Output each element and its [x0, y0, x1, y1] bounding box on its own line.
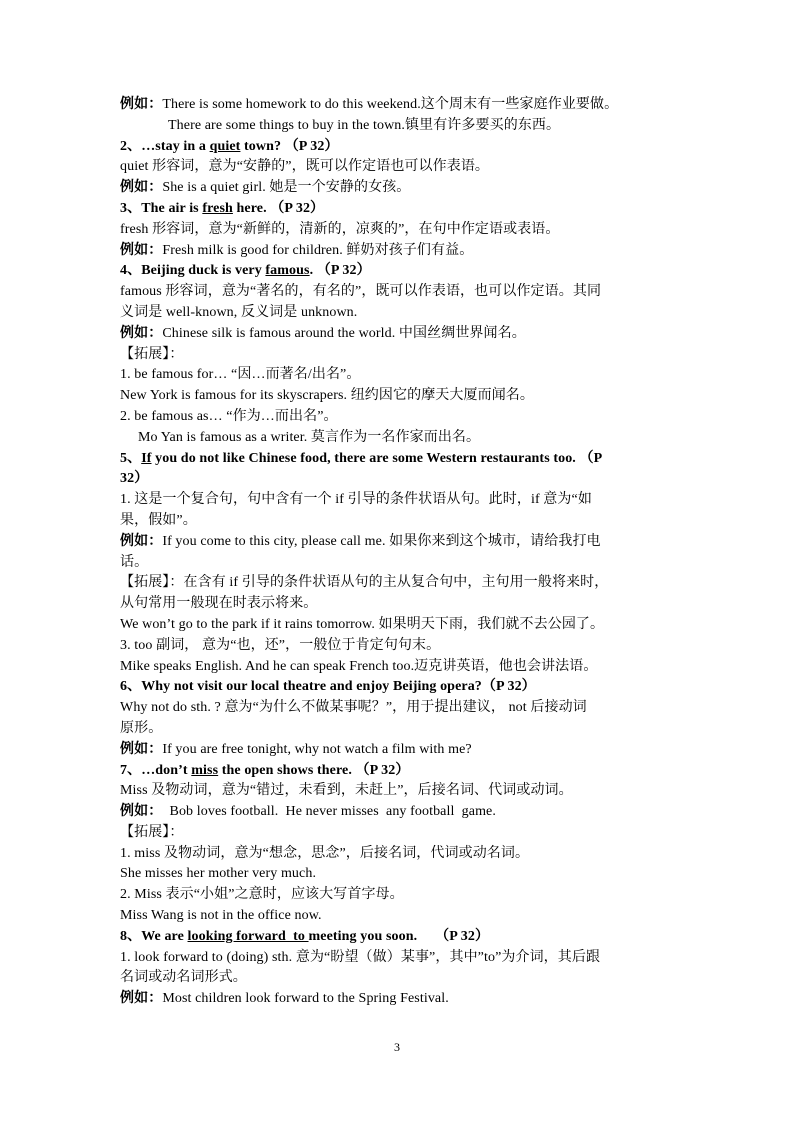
extension-text: 【拓展】：	[120, 824, 184, 840]
example-text: She is a quiet girl. 她是一个安静的女孩。	[162, 180, 411, 196]
example-line	[120, 553, 680, 574]
example-line	[120, 116, 680, 137]
extension-line	[120, 573, 680, 594]
explanation-text: famous 形容词，意为“著名的，有名的”，既可以作表语，也可以作定语。其同	[120, 284, 602, 300]
extension-text: 1. miss 及物动词，意为“想念，思念”，后接名词，代词或动名词。	[120, 845, 530, 861]
heading-text: 4、Beijing duck is very	[120, 263, 266, 279]
extension-item	[120, 407, 680, 428]
heading-keyword: fresh	[202, 200, 233, 216]
example-text: Bob loves football. He never misses any football game.	[162, 804, 496, 820]
explanation-line	[120, 636, 680, 657]
extension-label	[120, 823, 680, 844]
extension-text: 【拓展】：在含有 if 引导的条件状语从句的主从复合句中，主句用一般将来时，	[120, 575, 609, 591]
example-line	[120, 906, 680, 927]
example-text: Miss Wang is not in the office now.	[120, 908, 322, 924]
example-label: 例如：	[120, 180, 163, 196]
example-text: There is some homework to do this weekend.这个周末有一些家庭作业要做。	[162, 97, 619, 112]
section-heading-3	[120, 199, 680, 220]
example-line	[120, 241, 680, 262]
example-line	[120, 802, 680, 823]
heading-keyword: If	[141, 450, 152, 466]
example-line	[120, 615, 680, 636]
example-line	[120, 989, 680, 1010]
explanation-line	[120, 719, 680, 740]
heading-text: here. （P 32）	[232, 200, 325, 216]
explanation-line	[120, 511, 680, 532]
example-text: She misses her mother very much.	[120, 866, 317, 882]
page-number: 3	[394, 1040, 400, 1054]
explanation-text: 原形。	[120, 720, 163, 736]
example-label: 例如：	[120, 991, 163, 1007]
example-text: Mike speaks English. And he can speak French too.迈克讲英语，他也会讲法语。	[120, 658, 598, 674]
explanation-text: fresh 形容词，意为“新鲜的，清新的，凉爽的”，在句中作定语或表语。	[120, 221, 560, 237]
section-heading-8	[120, 927, 680, 948]
example-text: There are some things to buy in the town.镇里有许多要买的东西。	[168, 117, 561, 133]
heading-text: 7、…don’t	[120, 762, 192, 778]
page-content	[120, 95, 680, 1010]
extension-text: 从句常用一般现在时表示将来。	[120, 596, 318, 612]
heading-text: the open shows there. （P 32）	[218, 762, 410, 778]
example-text: Mo Yan is famous as a writer. 莫言作为一名作家而出名。	[138, 429, 481, 445]
example-text: If you come to this city, please call me. 如果你来到这个城市，请给我打电	[162, 533, 601, 549]
heading-text: 2、…stay in a	[120, 138, 210, 154]
heading-text: meeting you soon. （P 32）	[308, 928, 490, 944]
section-heading-2	[120, 137, 680, 158]
example-text: Fresh milk is good for children. 鲜奶对孩子们有益。	[162, 242, 474, 258]
example-line	[120, 428, 680, 449]
explanation-line	[120, 157, 680, 178]
example-line	[120, 864, 680, 885]
explanation-text: 果，假如”。	[120, 512, 197, 528]
example-text: 话。	[120, 554, 149, 570]
explanation-text: 1. 这是一个复合句，句中含有一个 if 引导的条件状语从句。此时，if 意为“如	[120, 492, 592, 508]
heading-keyword: quiet	[209, 138, 241, 154]
heading-keyword: looking forward to	[187, 928, 309, 944]
heading-text: 5、	[120, 450, 142, 466]
explanation-text: quiet 形容词，意为“安静的”，既可以作定语也可以作表语。	[120, 159, 490, 175]
example-text: New York is famous for its skyscrapers. 纽约因它的摩天大厦而闻名。	[120, 388, 534, 404]
extension-text: 【拓展】：	[120, 346, 184, 362]
extension-line	[120, 594, 680, 615]
example-label: 例如：	[120, 533, 163, 549]
explanation-text: Miss 及物动词，意为“错过，未看到，未赶上”，后接名词、代词或动词。	[120, 783, 573, 799]
explanation-line	[120, 220, 680, 241]
section-heading-7	[120, 761, 680, 782]
heading-text: 3、The air is	[120, 200, 203, 216]
heading-keyword: famous	[265, 263, 310, 279]
explanation-text: 义词是 well-known, 反义词是 unknown.	[120, 304, 358, 320]
section-heading-5	[120, 449, 680, 470]
heading-text: town? （P 32）	[240, 138, 339, 154]
example-line	[120, 740, 680, 761]
example-text: If you are free tonight, why not watch a film with me?	[162, 741, 472, 757]
extension-label	[120, 345, 680, 366]
extension-item	[120, 365, 680, 386]
explanation-text: Why not do sth. ? 意为“为什么不做某事呢？”，用于提出建议， not 后接动词	[120, 700, 587, 716]
heading-text: . （P 32）	[309, 263, 371, 279]
example-label: 例如：	[120, 242, 163, 258]
heading-text: you do not like Chinese food, there are some Western restaurants too. （P	[151, 450, 603, 466]
extension-item	[120, 844, 680, 865]
explanation-text: 名词或动名词形式。	[120, 970, 247, 986]
example-text: We won’t go to the park if it rains tomorrow. 如果明天下雨，我们就不去公园了。	[120, 616, 605, 632]
example-line	[120, 178, 680, 199]
heading-text: 8、We are	[120, 928, 188, 944]
heading-keyword: miss	[191, 762, 219, 778]
example-label: 例如：	[120, 97, 163, 112]
explanation-line	[120, 698, 680, 719]
heading-text: 6、Why not visit our local theatre and enjoy Beijing opera?（P 32）	[120, 679, 536, 695]
section-heading-4	[120, 261, 680, 282]
example-line	[120, 95, 680, 116]
extension-text: 2. Miss 表示“小姐”之意时，应该大写首字母。	[120, 887, 404, 903]
example-line	[120, 532, 680, 553]
section-heading-5-cont	[120, 469, 680, 490]
example-line	[120, 657, 680, 678]
example-label: 例如：	[120, 741, 163, 757]
section-heading-6	[120, 677, 680, 698]
example-label: 例如：	[120, 325, 163, 341]
extension-text: 1. be famous for… “因…而著名/出名”。	[120, 367, 361, 383]
explanation-line	[120, 968, 680, 989]
example-line	[120, 324, 680, 345]
explanation-line	[120, 781, 680, 802]
example-line	[120, 386, 680, 407]
extension-item	[120, 885, 680, 906]
explanation-text: 1. look forward to (doing) sth. 意为“盼望（做）某事”，其中”to”为介词，其后跟	[120, 949, 601, 965]
example-text: Most children look forward to the Spring Festival.	[162, 991, 449, 1007]
explanation-line	[120, 282, 680, 303]
explanation-text: 3. too 副词， 意为“也，还”，一般位于肯定句句末。	[120, 637, 441, 653]
example-label: 例如：	[120, 804, 163, 820]
explanation-line	[120, 948, 680, 969]
explanation-line	[120, 303, 680, 324]
explanation-line	[120, 490, 680, 511]
example-text: Chinese silk is famous around the world. 中国丝绸世界闻名。	[162, 325, 526, 341]
extension-text: 2. be famous as… “作为…而出名”。	[120, 408, 338, 424]
heading-text: 32）	[120, 471, 149, 487]
